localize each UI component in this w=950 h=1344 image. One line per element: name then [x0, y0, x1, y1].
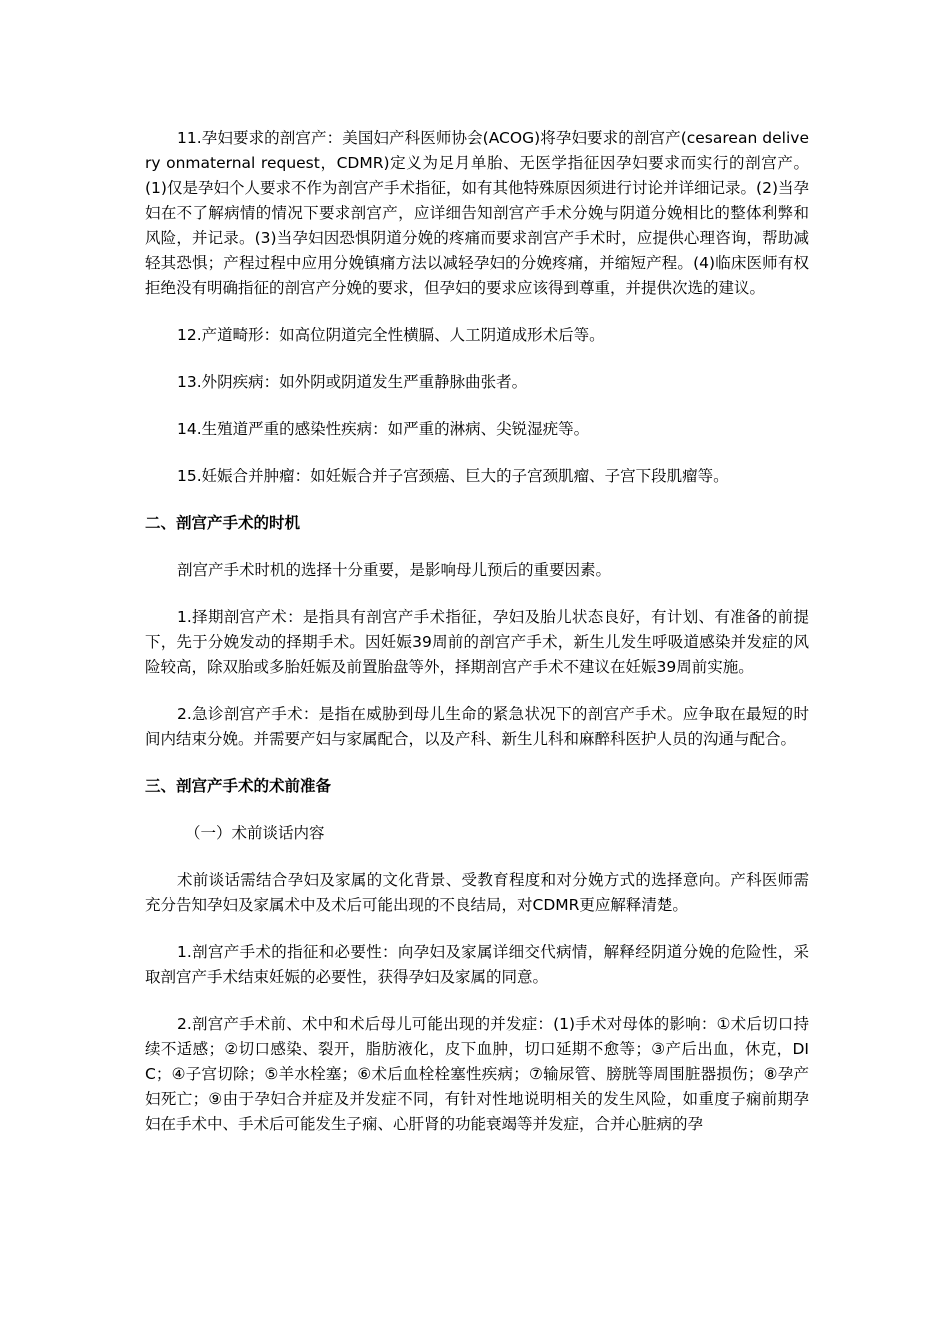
paragraph-item-13: 13.外阴疾病：如外阴或阴道发生严重静脉曲张者。 — [177, 373, 528, 391]
subsection-heading-talk: （一）术前谈话内容 — [185, 824, 325, 842]
paragraph-talk-complications: 2.剖宫产手术前、术中和术后母儿可能出现的并发症：(1)手术对母体的影响：①术后切口持续不适感；②切口感染、裂开，脂肪液化，皮下血肿，切口延期不愈等；③产后出血，休克，DIC；④子宫切除；⑤羊水栓塞；⑥术后血栓栓塞性疾病；⑦输尿管、膀胱等周围脏器损伤；⑧孕产妇死亡；⑨由于孕妇合并症及并发症不同，有针对性地说明相关的发生风险，如重度子痫前期孕妇在手术中、手术后可能发生子痫、心肝肾的功能衰竭等并发症，合并心脏病的孕 — [145, 1015, 809, 1133]
paragraph-elective-cesarean: 1.择期剖宫产术：是指具有剖宫产手术指征，孕妇及胎儿状态良好，有计划、有准备的前提下，先于分娩发动的择期手术。因妊娠39周前的剖宫产手术，新生儿发生呼吸道感染并发症的风险较高，除双胎或多胎妊娠及前置胎盘等外，择期剖宫产手术不建议在妊娠39周前实施。 — [145, 608, 809, 676]
paragraph-item-15: 15.妊娠合并肿瘤：如妊娠合并子宫颈癌、巨大的子宫颈肌瘤、子宫下段肌瘤等。 — [177, 467, 729, 485]
paragraph-emergency-cesarean: 2.急诊剖宫产手术：是指在威胁到母儿生命的紧急状况下的剖宫产手术。应争取在最短的时间内结束分娩。并需要产妇与家属配合，以及产科、新生儿科和麻醉科医护人员的沟通与配合。 — [145, 705, 809, 748]
document-body — [145, 126, 809, 1159]
paragraph-item-12: 12.产道畸形：如高位阴道完全性横膈、人工阴道成形术后等。 — [177, 326, 605, 344]
paragraph-timing-intro: 剖宫产手术时机的选择十分重要，是影响母儿预后的重要因素。 — [177, 561, 612, 579]
paragraph-talk-indication: 1.剖宫产手术的指征和必要性：向孕妇及家属详细交代病情，解释经阴道分娩的危险性，采取剖宫产手术结束妊娠的必要性，获得孕妇及家属的同意。 — [145, 943, 809, 986]
section-heading-timing: 二、剖宫产手术的时机 — [145, 514, 301, 532]
paragraph-item-11: 11.孕妇要求的剖宫产：美国妇产科医师协会(ACOG)将孕妇要求的剖宫产(cesarean delivery onmaternal request，CDMR)定义为足月单胎、无医学指征因孕妇要求而实行的剖宫产。(1)仅是孕妇个人要求不作为剖宫产手术指征，如有其他特殊原因须进行讨论并详细记录。(2)当孕妇在不了解病情的情况下要求剖宫产，应详细告知剖宫产手术分娩与阴道分娩相比的整体利弊和风险，并记录。(3)当孕妇因恐惧阴道分娩的疼痛而要求剖宫产手术时，应提供心理咨询，帮助减轻其恐惧；产程过程中应用分娩镇痛方法以减轻孕妇的分娩疼痛，并缩短产程。(4)临床医师有权拒绝没有明确指征的剖宫产分娩的要求，但孕妇的要求应该得到尊重，并提供次选的建议。 — [145, 129, 809, 297]
paragraph-talk-intro: 术前谈话需结合孕妇及家属的文化背景、受教育程度和对分娩方式的选择意向。产科医师需充分告知孕妇及家属术中及术后可能出现的不良结局，对CDMR更应解释清楚。 — [145, 871, 809, 914]
section-heading-preparation: 三、剖宫产手术的术前准备 — [145, 777, 332, 795]
paragraph-item-14: 14.生殖道严重的感染性疾病：如严重的淋病、尖锐湿疣等。 — [177, 420, 590, 438]
